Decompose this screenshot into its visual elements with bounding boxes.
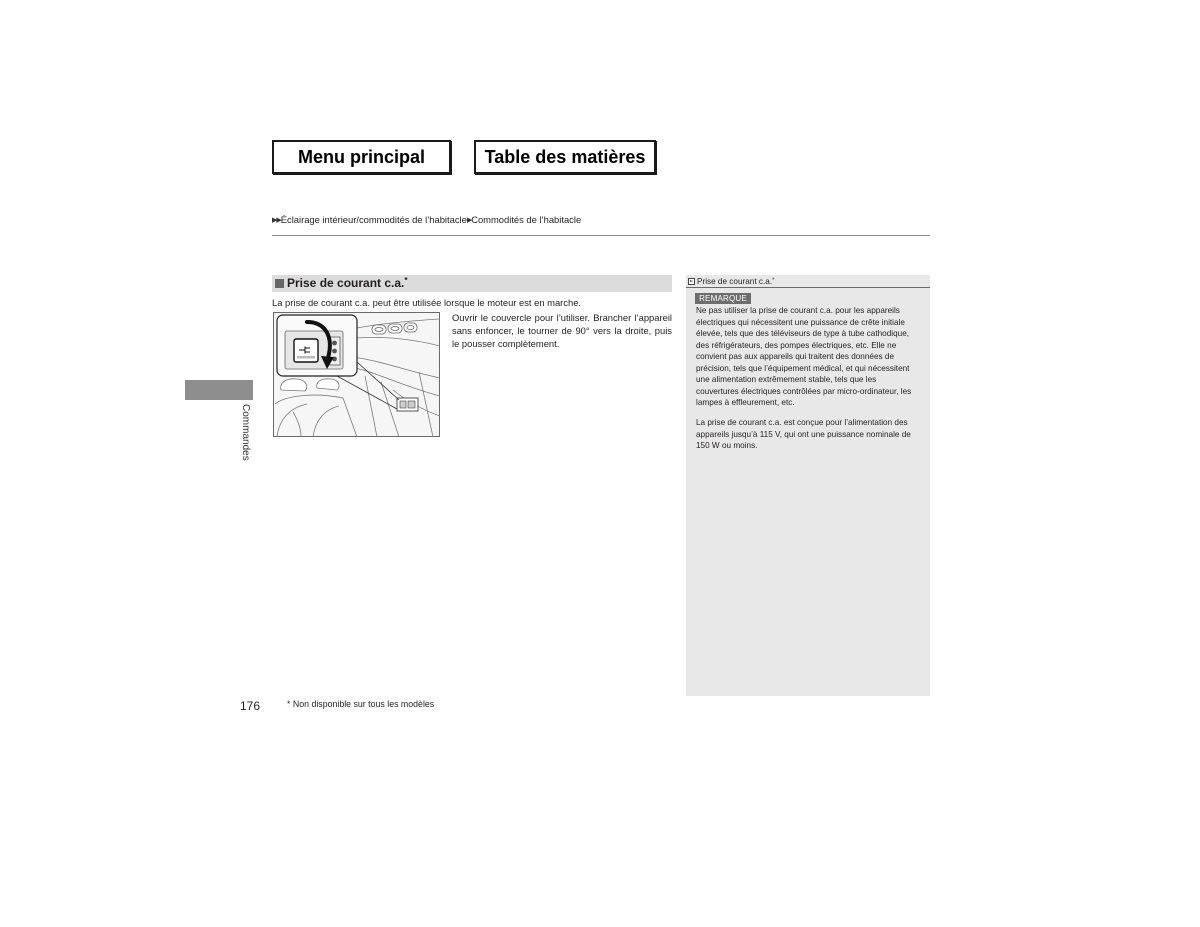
- remark-line: des réfrigérateurs, des pompes électriques, etc. Elle ne: [696, 340, 897, 350]
- footnote-asterisk: *: [772, 277, 775, 284]
- availability-footnote: * Non disponible sur tous les modèles: [287, 699, 435, 709]
- dashboard-vents: [372, 323, 417, 334]
- remark-line: couvertures électriques contrôlées par micro-ordinateur, les: [696, 386, 912, 396]
- remark-line: une alimentation extrêmement stable, tels que les: [696, 375, 877, 384]
- breadcrumb-separator-icon: ▶: [466, 216, 472, 224]
- chapter-tab[interactable]: [185, 380, 253, 400]
- chapter-tab-label[interactable]: Commandes: [240, 404, 251, 461]
- info-line: La prise de courant c.a. est conçue pour l’alimentation des: [696, 418, 908, 427]
- page-number: 176: [240, 699, 261, 713]
- breadcrumb-item-interior-conveniences[interactable]: Commodités de l’habitacle: [471, 214, 582, 225]
- outlet-location: [397, 398, 418, 411]
- footnote-asterisk: *: [404, 275, 408, 286]
- inset-zoom: [277, 315, 357, 376]
- usage-instructions: [452, 311, 672, 350]
- notes-sidebar: [686, 275, 930, 696]
- reference-arrow-icon: [688, 278, 695, 285]
- section-title: Prise de courant c.a.*: [287, 275, 408, 290]
- info-line: 150 W ou moins.: [696, 441, 758, 450]
- remark-text: [696, 305, 911, 409]
- remark-line: Ne pas utiliser la prise de courant c.a. pour les appareils: [696, 306, 900, 315]
- instruction-line: sans enfoncer, le tourner de 90° vers la droite, puis: [452, 325, 672, 336]
- rating-info-text: [696, 417, 911, 452]
- table-of-contents-button[interactable]: Table des matières: [474, 140, 656, 174]
- breadcrumb: [272, 214, 581, 226]
- remark-line: électriques qui nécessitent une puissance de crête initiale: [696, 317, 905, 327]
- section-intro: La prise de courant c.a. peut être utilisée lorsque le moteur est en marche.: [272, 297, 582, 308]
- ac-outlet-illustration: [273, 312, 440, 437]
- remark-line: convient pas aux appareils qui traitent des données de: [696, 352, 894, 361]
- instruction-line: Ouvrir le couvercle pour l’utiliser. Brancher l’appareil: [452, 312, 672, 323]
- sidebar-header-divider: [686, 287, 930, 288]
- remark-badge: REMARQUE: [695, 293, 751, 304]
- main-menu-button[interactable]: Menu principal: [272, 140, 451, 174]
- square-icon: [275, 279, 284, 288]
- section-heading: [272, 275, 672, 292]
- outlet-cover: [294, 339, 318, 362]
- remark-line: élevée, tels que des téléviseurs de type à tube cathodique,: [696, 329, 910, 338]
- instruction-line: le pousser complètement.: [452, 338, 560, 349]
- sidebar-title: Prise de courant c.a.*: [697, 277, 775, 286]
- remark-line: lampes à effleurement, etc.: [696, 398, 795, 407]
- breadcrumb-item-interior-lighting[interactable]: Éclairage intérieur/commodités de l’habitacle: [280, 214, 467, 225]
- header-divider: [272, 235, 930, 236]
- info-line: appareils jusqu’à 115 V, qui ont une puissance nominale de: [696, 429, 911, 439]
- remark-line: précision, tels que l’équipement médical, et qui nécessitent: [696, 363, 910, 373]
- breadcrumb-arrows-icon: ▶▶: [272, 216, 281, 224]
- sidebar-header: [686, 276, 930, 287]
